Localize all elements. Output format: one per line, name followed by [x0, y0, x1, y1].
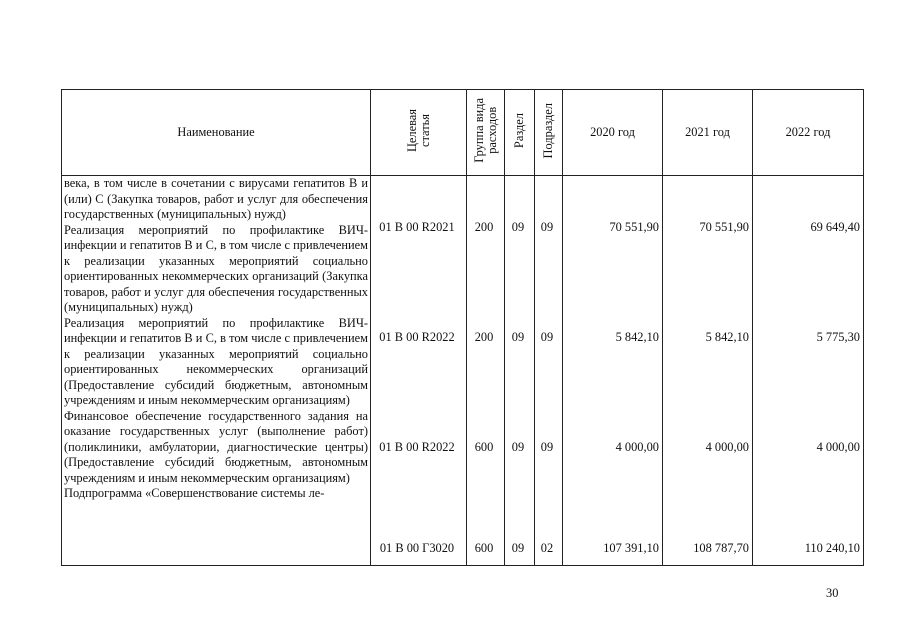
header-row: [62, 90, 864, 176]
group-column: [467, 176, 505, 566]
group-2: 600: [474, 440, 494, 454]
target-3: 01 В 00 Г3020: [379, 541, 455, 555]
header-section-text: Раздел: [512, 112, 526, 148]
row-name-0: века, в том числе в сочетании с вирусами гепатитов В и (или) С (Закупка товаров, работ и услуг для обеспечения государственных (муниципальных) нужд): [64, 176, 368, 221]
row-name-2: Реализация мероприятий по профилактике ВИЧ-инфекции и гепатитов В и С, в том числе с привлечением к реализации указанных мероприятий социально ориентированных некоммерческих организаций (Предоставление субсидий бюджетным, автономным учреждениям и иным некоммерческим организациям): [64, 315, 368, 407]
header-section: [505, 90, 535, 176]
subsection-3: 02: [540, 541, 554, 555]
row-name-3: Финансовое обеспечение государственного задания на оказание государственных услуг (выполнение работ) (поликлиники, амбулатории, диагностические центры) (Предоставление субсидий бюджетным, автономным учреждениям и иным некоммерческим организациям): [64, 408, 368, 485]
body-row: [62, 176, 864, 566]
y2021-3: 108 787,70: [693, 541, 749, 555]
y2021-column: [663, 176, 753, 566]
target-column: [371, 176, 467, 566]
y2021-2: 4 000,00: [705, 440, 749, 454]
row-name-4: Подпрограмма «Совершенствование системы ле-: [64, 486, 325, 500]
target-1: 01 В 00 R2022: [379, 330, 455, 344]
y2020-0: 70 551,90: [609, 220, 659, 234]
group-1: 200: [474, 330, 494, 344]
header-target-text: Целевая статья: [404, 108, 432, 152]
y2022-1: 5 775,30: [816, 330, 860, 344]
target-2: 01 В 00 R2022: [379, 440, 455, 454]
y2022-2: 4 000,00: [816, 440, 860, 454]
section-column: [505, 176, 535, 566]
header-subsection: [535, 90, 563, 176]
header-2021: 2021 год: [663, 90, 753, 176]
y2022-column: [753, 176, 864, 566]
section-1: 09: [511, 330, 525, 344]
subsection-1: 09: [540, 330, 554, 344]
section-0: 09: [511, 220, 525, 234]
y2020-column: [563, 176, 663, 566]
section-2: 09: [511, 440, 525, 454]
y2020-1: 5 842,10: [615, 330, 659, 344]
header-group: [467, 90, 505, 176]
header-target: [371, 90, 467, 176]
subsection-column: [535, 176, 563, 566]
group-3: 600: [474, 541, 494, 555]
header-subsection-text: Подраздел: [541, 102, 555, 158]
names-column: [62, 176, 371, 566]
y2022-0: 69 649,40: [810, 220, 860, 234]
y2020-2: 4 000,00: [615, 440, 659, 454]
subsection-0: 09: [540, 220, 554, 234]
page-number: 30: [826, 586, 839, 600]
header-name: Наименование: [62, 90, 371, 176]
header-group-text: Группа вида расходов: [471, 97, 499, 163]
subsection-2: 09: [540, 440, 554, 454]
header-2020: 2020 год: [563, 90, 663, 176]
target-0: 01 В 00 R2021: [379, 220, 455, 234]
group-0: 200: [474, 220, 494, 234]
y2021-0: 70 551,90: [699, 220, 749, 234]
section-3: 09: [511, 541, 525, 555]
budget-table: [61, 89, 864, 566]
y2022-3: 110 240,10: [804, 541, 860, 555]
y2021-1: 5 842,10: [705, 330, 749, 344]
row-name-1: Реализация мероприятий по профилактике ВИЧ-инфекции и гепатитов В и С, в том числе с привлечением к реализации указанных мероприятий социально ориентированных некоммерческих организаций (Закупка товаров, работ и услуг для обеспечения государственных (муниципальных) нужд): [64, 222, 368, 314]
header-2022: 2022 год: [753, 90, 864, 176]
y2020-3: 107 391,10: [603, 541, 659, 555]
